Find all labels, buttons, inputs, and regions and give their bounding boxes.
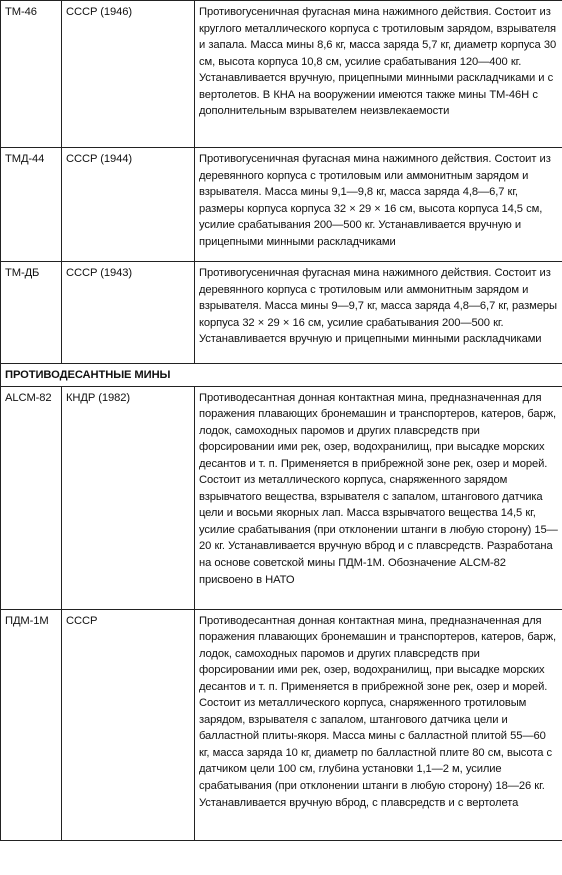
section-row: [1, 364, 562, 387]
mine-origin: СССР (1946): [62, 1, 195, 148]
mine-name: ALCM-82: [1, 386, 62, 609]
mine-description: Противодесантная донная контактная мина, предназначенная для поражения плавающих бронемашин и транспортеров, катеров, барж, лодок, самоходных паромов и других плавсредств при форсировании ими рек, озер, водохранилищ, при высадке морских десантов и т. п. Применяется в прибрежной зоне рек, озер и морей. Состоит из металлического корпуса, снаряженного зарядом взрывчатого вещества, взрывателя с запалом, штангового датчика цели и восьми якорных лап. Масса взрывчатого вещества 14,5 кг, усилие срабатывания (при отклонении штанги в любую сторону) 15—20 кг. Устанавливается вручную вброд и с плавсредств. Разработана на основе советской мины ПДМ-1М. Обозначение ALCM-82 присвоено в НАТО: [195, 386, 562, 609]
mine-description: Противогусеничная фугасная мина нажимного действия. Состоит из деревянного корпуса с тротиловым или аммонитным зарядом и взрывателя. Масса мины 9—9,7 кг, масса заряда 4,8—6,7 кг, размеры корпуса 32 × 29 × 16 см, усилие срабатывания 200—500 кг. Устанавливается вручную и прицепными минными раскладчиками: [195, 262, 562, 364]
mine-origin: СССР (1944): [62, 148, 195, 262]
mine-name: ТМ-46: [1, 1, 62, 148]
mine-description: Противодесантная донная контактная мина, предназначенная для поражения плавающих бронемашин и транспортеров, катеров, барж, лодок, самоходных паромов и других плавсредств при форсировании ими рек, озер, водохранилищ, при высадке морских десантов и т. п. Применяется в прибрежной зоне рек, озер и морей. Состоит из металлического корпуса, снаряженного тротиловым зарядом, взрывателя с запалом, штангового датчика цели и балластной плиты-якоря. Масса мины с балластной плитой 55—60 кг, масса заряда 10 кг, диаметр по балластной плите 80 см, высота с датчиком цели 100 см, глубина установки 1,1—2 м, усилие срабатывания (при отклонении штанги в любую сторону) 18—26 кг. Устанавливается вручную вброд, с плавсредств и с вертолета: [195, 609, 562, 840]
table-row: [1, 386, 562, 609]
table-row: [1, 148, 562, 262]
mine-description: Противогусеничная фугасная мина нажимного действия. Состоит из деревянного корпуса с тротиловым или аммонитным зарядом и взрывателя. Масса мины 9,1—9,8 кг, масса заряда 4,8—6,7 кг, размеры корпуса корпуса 32 × 29 × 16 см, высота корпуса 14,5 см, усилие срабатывания 200—500 кг. Устанавливается вручную и прицепными минными раскладчиками: [195, 148, 562, 262]
mine-name: ТМД-44: [1, 148, 62, 262]
mine-origin: СССР: [62, 609, 195, 840]
mine-name: ПДМ-1М: [1, 609, 62, 840]
mine-origin: КНДР (1982): [62, 386, 195, 609]
mine-name: ТМ-ДБ: [1, 262, 62, 364]
table-row: [1, 609, 562, 840]
table-row: [1, 1, 562, 148]
mine-description: Противогусеничная фугасная мина нажимного действия. Состоит из круглого металлического корпуса с тротиловым зарядом, взрывателя и запала. Масса мины 8,6 кг, масса заряда 5,7 кг, диаметр корпуса 30 см, высота корпуса 10,8 см, усилие срабатывания 120—400 кг. Устанавливается вручную, прицепными минными раскладчиками и с вертолетов. В КНА на вооружении имеются также мины ТМ-46Н с дополнительным взрывателем неизвлекаемости: [195, 1, 562, 148]
mine-origin: СССР (1943): [62, 262, 195, 364]
section-heading: ПРОТИВОДЕСАНТНЫЕ МИНЫ: [1, 364, 562, 387]
table-row: [1, 262, 562, 364]
